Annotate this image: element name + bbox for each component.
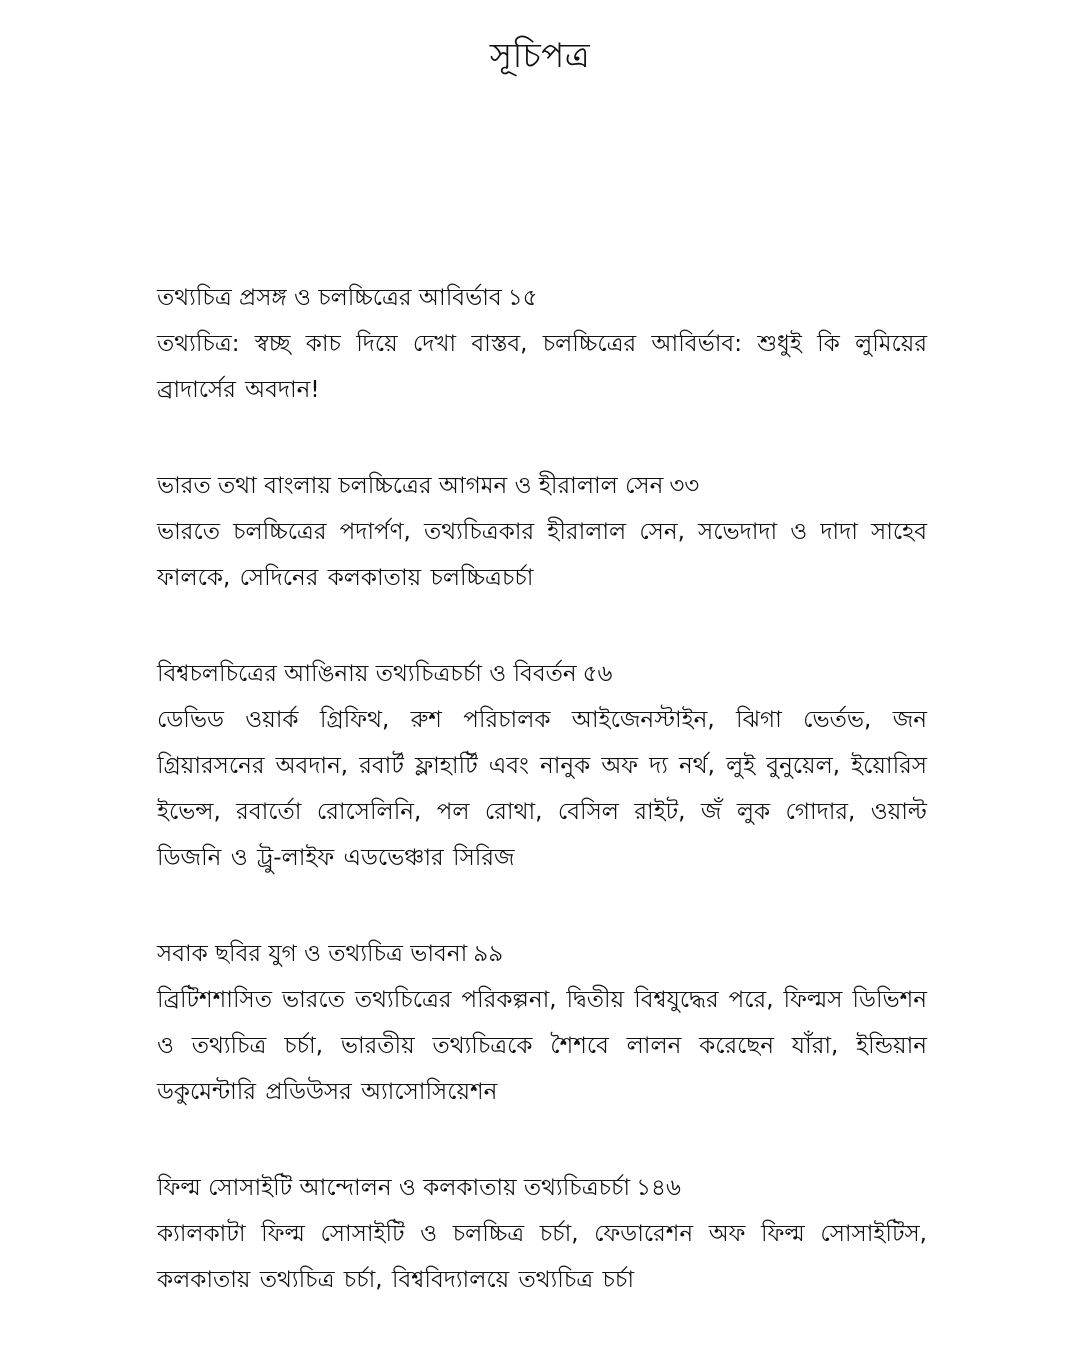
entry-page-number: ১৫ [507,285,538,311]
entry-description: তথ্যচিত্র: স্বচ্ছ কাচ দিয়ে দেখা বাস্তব, চলচ্চিত্রের আবির্ভাব: শুধুই কি লুমিয়ের ব্রাদার্সের অবদান! [157,331,927,403]
entry-heading-text: সবাক ছবির যুগ ও তথ্যচিত্র ভাবনা [157,941,468,967]
toc-entry [157,651,927,881]
page-title: সূচিপত্র [489,36,591,76]
entry-heading [157,463,927,509]
entry-description: ডেভিড ওয়ার্ক গ্রিফিথ, রুশ পরিচালক আইজেনস্টাইন, ঝিগা ভের্তভ, জন গ্রিয়ারসনের অবদান, রবার্ট ফ্লাহার্টি এবং নানুক অফ দ্য নর্থ, লুই বুনুয়েল, ইয়োরিস ইভেন্স, রবার্তো রোসেলিনি, পল রোথা, বেসিল রাইট, জঁ লুক গোদার, ওয়াল্ট ডিজনি ও ট্রু-লাইফ এডভেঞ্চার সিরিজ [157,707,927,871]
entry-heading [157,931,927,977]
entry-heading-text: বিশ্বচলচিত্রের আঙিনায় তথ্যচিত্রচর্চা ও বিবর্তন [157,661,577,687]
entry-description: ক্যালকাটা ফিল্ম সোসাইটি ও চলচ্চিত্র চর্চা, ফেডারেশন অফ ফিল্ম সোসাইটিস, কলকাতায় তথ্যচিত্র চর্চা, বিশ্ববিদ্যালয়ে তথ্যচিত্র চর্চা [157,1221,927,1293]
entry-heading-text: ফিল্ম সোসাইটি আন্দোলন ও কলকাতায় তথ্যচিত্রচর্চা [157,1175,631,1201]
toc-entry [157,463,927,601]
toc-entry [157,275,927,413]
entry-page-number: ৯৯ [473,941,504,967]
entry-heading [157,1165,927,1211]
entry-page-number: ১৪৬ [636,1175,681,1201]
entry-description: ভারতে চলচ্চিত্রের পদার্পণ, তথ্যচিত্রকার হীরালাল সেন, সভেদাদা ও দাদা সাহেব ফালকে, সেদিনের কলকাতায় চলচ্চিত্রচর্চা [157,519,927,591]
entry-heading-text: তথ্যচিত্র প্রসঙ্গ ও চলচ্চিত্রের আবির্ভাব [157,285,502,311]
entry-heading-text: ভারত তথা বাংলায় চলচ্চিত্রের আগমন ও হীরালাল সেন [157,473,664,499]
entry-page-number: ৫৬ [582,661,613,687]
entry-description: ব্রিটিশশাসিত ভারতে তথ্যচিত্রের পরিকল্পনা, দ্বিতীয় বিশ্বযুদ্ধের পরে, ফিল্মস ডিভিশন ও তথ্যচিত্র চর্চা, ভারতীয় তথ্যচিত্রকে শৈশবে লালন করেছেন যাঁরা, ইন্ডিয়ান ডকুমেন্টারি প্রডিউসর অ্যাসোসিয়েশন [157,987,927,1105]
entry-page-number: ৩৩ [669,473,700,499]
toc-entry [157,1165,927,1303]
entry-heading [157,651,927,697]
entry-heading [157,275,927,321]
table-of-contents [157,275,927,1303]
toc-entry [157,931,927,1115]
